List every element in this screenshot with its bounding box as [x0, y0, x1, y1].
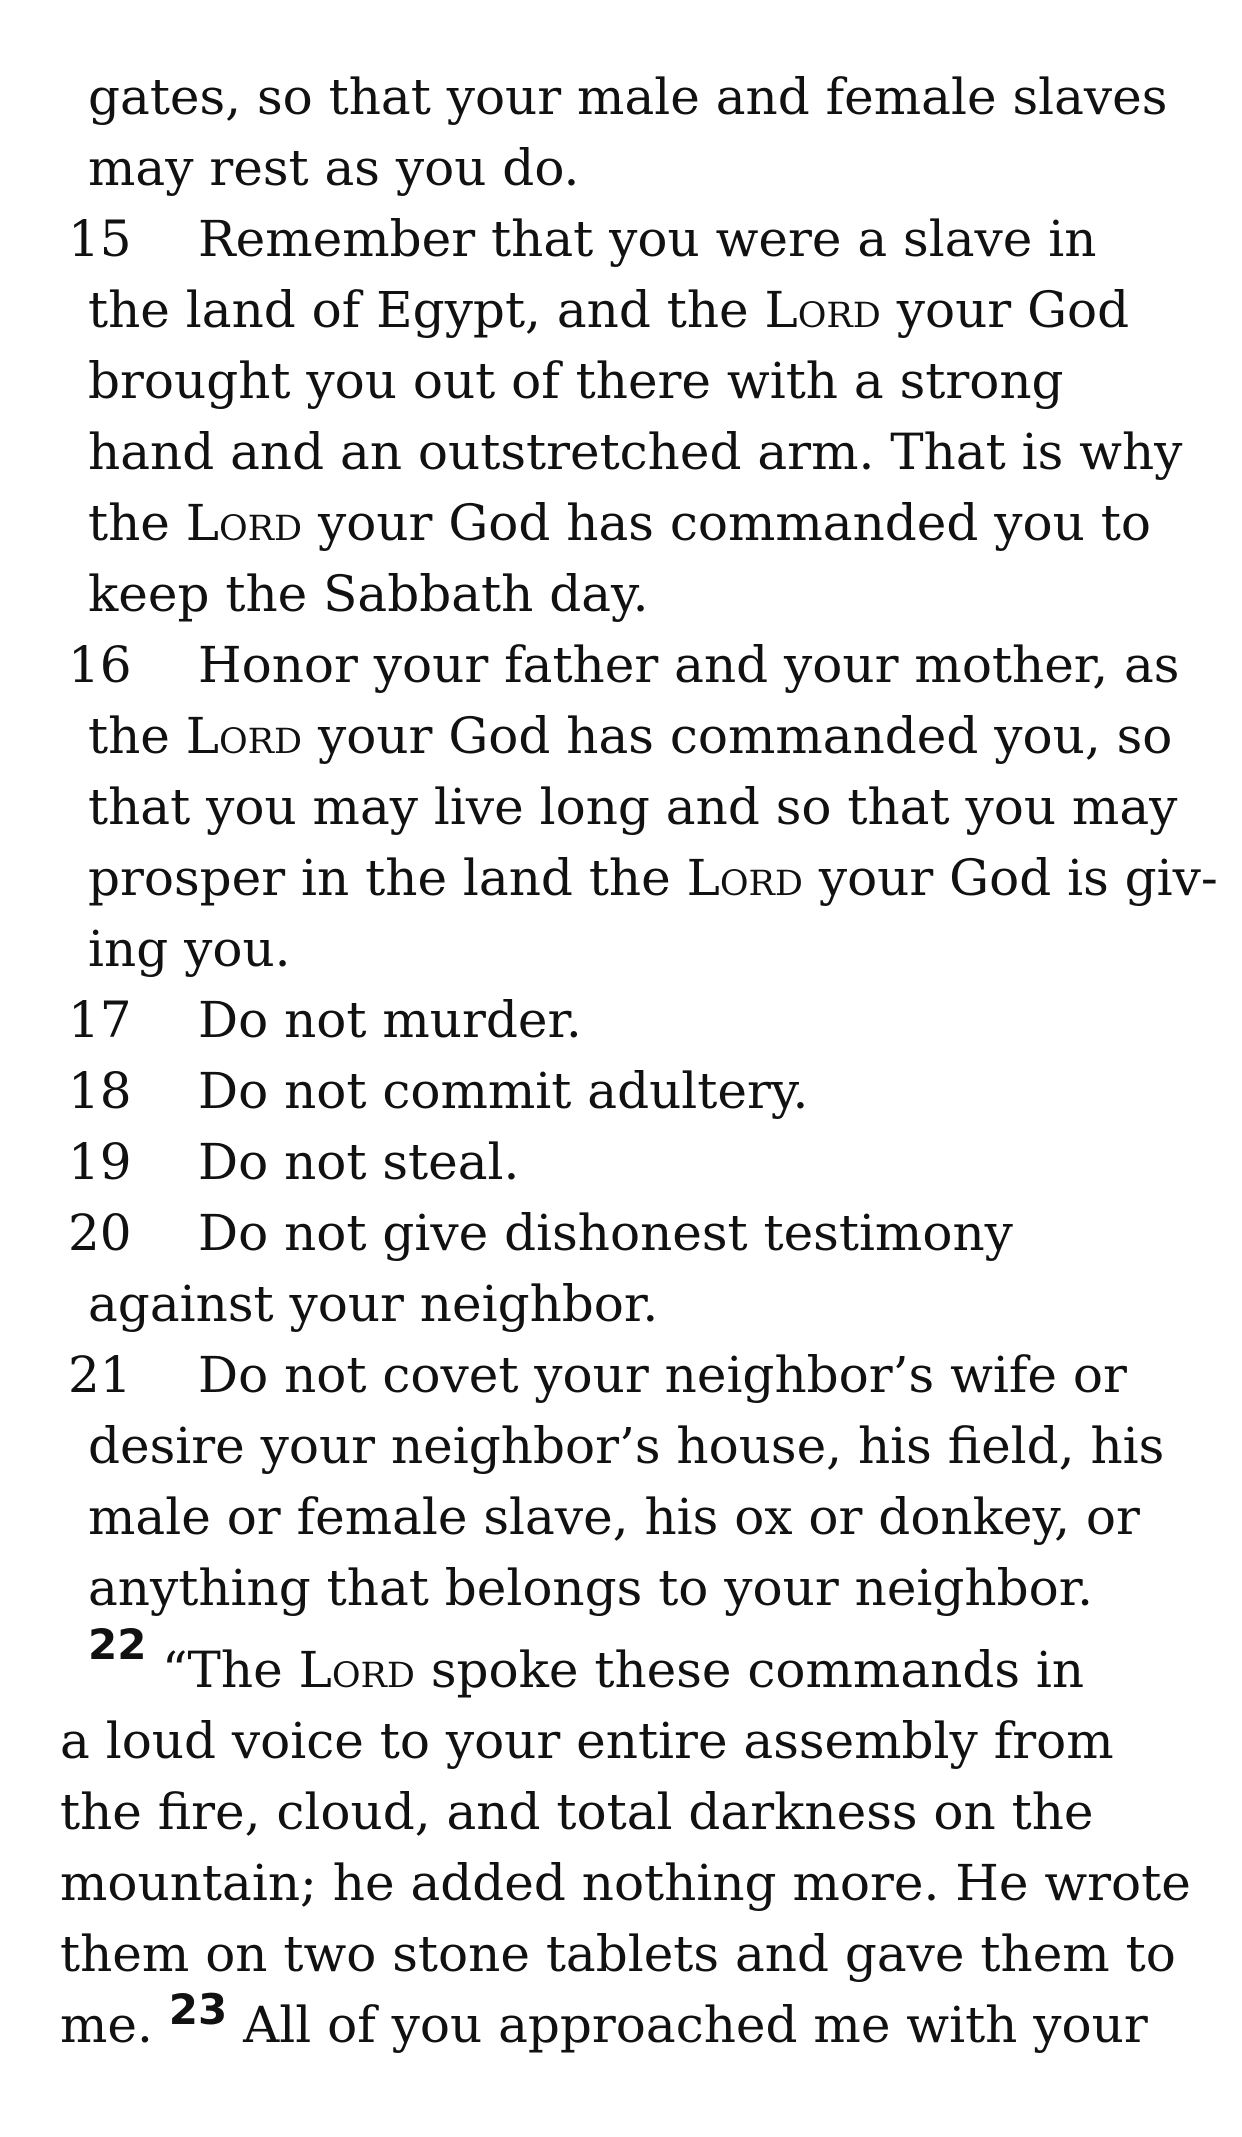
text-line: them on two stone tablets and gave them to: [60, 1925, 1176, 1983]
verse-text: Do not steal.: [198, 1133, 520, 1191]
verse-text: Do not give dishonest testimony: [198, 1204, 1013, 1262]
text-line: keep the Sabbath day.: [88, 565, 649, 623]
lord-smallcaps: Lord: [185, 494, 303, 552]
text-line: may rest as you do.: [88, 139, 580, 197]
lord-smallcaps: Lord: [764, 281, 881, 339]
text-line: [88, 701, 1172, 772]
verse-number: 20: [68, 1204, 132, 1262]
text-line: hand and an outstretched arm. That is why: [88, 423, 1183, 481]
text-line: [88, 275, 1129, 346]
text-line: that you may live long and so that you may: [88, 778, 1178, 836]
text-span: the: [88, 494, 186, 552]
text-line: male or female slave, his ox or donkey, or: [88, 1488, 1140, 1546]
text-line: mountain; he added nothing more. He wrote: [60, 1854, 1191, 1912]
text-span: your God is giv-: [802, 849, 1218, 907]
verse-number-superscript: 22: [88, 1620, 147, 1669]
text-span: the: [88, 707, 186, 765]
text-line: [88, 843, 1218, 914]
text-line: a loud voice to your entire assembly from: [60, 1712, 1114, 1770]
text-line: gates, so that your male and female slaves: [88, 68, 1168, 126]
verse-text: Honor your father and your mother, as: [198, 636, 1180, 694]
text-span: me.: [60, 1996, 169, 2054]
verse-text: Do not covet your neighbor’s wife or: [198, 1346, 1127, 1404]
verse-text: Remember that you were a slave in: [198, 210, 1097, 268]
text-span: your God has commanded you to: [302, 494, 1151, 552]
verse-number: 21: [68, 1346, 132, 1404]
text-line: anything that belongs to your neighbor.: [88, 1559, 1094, 1617]
verse-number: 19: [68, 1133, 132, 1191]
text-span: your God: [880, 281, 1130, 339]
text-line: ing you.: [88, 920, 291, 978]
text-span: your God has commanded you, so: [302, 707, 1173, 765]
text-span: All of you approached me with your: [227, 1996, 1148, 2054]
text-span: “The: [162, 1641, 299, 1699]
text-line: against your neighbor.: [88, 1275, 659, 1333]
text-line: brought you out of there with a strong: [88, 352, 1064, 410]
lord-smallcaps: Lord: [686, 849, 803, 907]
text-span: spoke these commands in: [414, 1641, 1085, 1699]
verse-text: [162, 1635, 1084, 1706]
verse-text: Do not commit adultery.: [198, 1062, 809, 1120]
text-line: desire your neighbor’s house, his field, his: [88, 1417, 1165, 1475]
text-line: the fire, cloud, and total darkness on the: [60, 1783, 1094, 1841]
text-line: [88, 488, 1151, 559]
verse-number: 15: [68, 210, 132, 268]
text-span: prosper in the land the: [88, 849, 687, 907]
lord-smallcaps: Lord: [185, 707, 303, 765]
verse-number: 17: [68, 991, 132, 1049]
verse-text: Do not murder.: [198, 991, 582, 1049]
verse-number: 18: [68, 1062, 132, 1120]
lord-smallcaps: Lord: [298, 1641, 415, 1699]
verse-number-superscript: 23: [168, 1985, 228, 2034]
text-line: [60, 1985, 1148, 2061]
verse-number: 16: [68, 636, 132, 694]
text-span: the land of Egypt, and the: [88, 281, 765, 339]
